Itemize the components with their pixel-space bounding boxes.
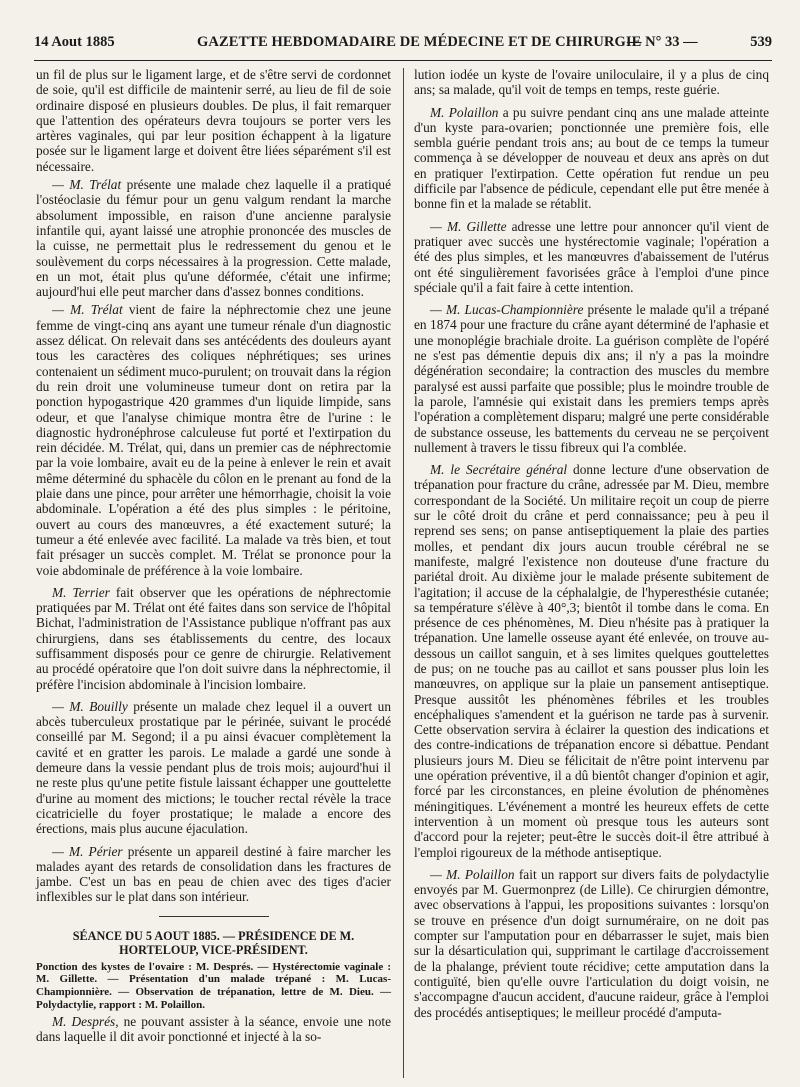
speaker-name: M. Després, xyxy=(52,1014,119,1030)
paragraph xyxy=(414,219,769,295)
speaker-name: M. Polaillon xyxy=(430,104,499,120)
right-column xyxy=(414,67,769,1023)
speaker-name: — M. Trélat xyxy=(52,177,122,193)
speaker-name: — M. Polaillon xyxy=(430,866,515,882)
paragraph xyxy=(414,105,769,212)
section-separator xyxy=(159,916,269,917)
speaker-name: — M. Bouilly xyxy=(52,698,128,714)
left-column xyxy=(36,67,391,1048)
paragraph-text: présente une malade chez laquelle il a pratiqué l'ostéoclasie du fémur pour un genu valgum rendant la marche absolument impossible, en raison d'une ancienne paralysie infantile qui, ayant laissé une atrophie prononcée des muscles de la cuisse, ne permettait plus le redressement du genou et le soulèvement du corps nécessaires à la progression. Cette malade, en un mot, était plus qu'une déformée, c'était une infirme; aujourd'hui elle peut marcher dans d'assez bonnes conditions. xyxy=(36,177,391,300)
header-issue-number: — N° 33 — xyxy=(627,34,698,50)
paragraph xyxy=(36,585,391,692)
paragraph xyxy=(414,867,769,1020)
paragraph xyxy=(414,462,769,860)
running-header xyxy=(34,34,772,54)
paragraph xyxy=(36,699,391,837)
paragraph: lution iodée un kyste de l'ovaire uniloculaire, il y a plus de cinq ans; sa malade, qu'il voit de temps en temps, reste guérie. xyxy=(414,67,769,98)
speaker-name: — M. Gillette xyxy=(430,218,507,234)
header-page-number: 539 xyxy=(750,34,772,50)
paragraph-text: fait observer que les opérations de néphrectomie pratiquées par M. Trélat ont été faites dans son service de l'hôpital Bichat, l'administration de l'Assistance publique n'offrant pas aux chirurgiens, dans ses établissements du centre, des locaux suffisamment disposés pour ce genre de chirurgie. Relativement au procédé opératoire que l'on doit suivre dans la néphrectomie, il préfère l'incision abdominale à l'incision lombaire. xyxy=(36,584,391,692)
paragraph-text: donne lecture d'une observation de trépanation pour fracture du crâne, adressée par M. Dieu, membre correspondant de la Société. Un militaire reçoit un coup de pierre sur le côté droit du crâne et perd connaissance; peu à peu il reprend ses sens; on panse antiseptiquement la plaie des parties molles, et pendant dix jours aucun trouble cérébral ne se manifeste, malgré l'existence non douteuse d'une fracture du pariétal droit. Au dixième jour le malade présente subitement de l'agitation; il accuse de la céphalalgie, de l'hyperesthésie cutanée; sa température s'élève à 40°,3; bientôt il tombe dans le coma. En présence de ces phénomènes, M. Dieu n'hésite pas à pratiquer la trépanation. Une lamelle osseuse ayant été enlevée, on trouve au-dessous un caillot sanguin, et à ses limites quelques gouttelettes de pus; on ne touche pas au caillot et sans pousser plus loin les manœuvres, on applique sur la plaie un pansement antiseptique. Presque aussitôt les phénomènes fébriles et les troubles encéphaliques s'amendent et la guérison ne tarde pas à survenir. Cette observation servira à éclairer la question des indications et des contre-indications de trépanation encore si débattue. Pendant plusieurs jours M. Dieu se félicitait de n'être point intervenu par une opération préventive, il a dû bientôt changer d'opinion et agir, forcé par les circonstances, en pleine évolution de phénomènes méningitiques. L'événement a montré les heureux effets de cette intervention à un moment où presque tous les auteurs sont d'accord pour la rejeter; peut-être le succès doit-il être attribué à l'emploi rigoureux de la méthode antiseptique. xyxy=(414,462,769,860)
paragraph-text: a pu suivre pendant cinq ans une malade atteinte d'un kyste para-ovarien; ponctionnée une première fois, elle sembla guérie pendant trois ans; au bout de ce temps la tumeur commença à se développer de nouveau et deux ans après on dut en pratiquer l'extirpation. Cette opération fut rendue un peu difficile par l'absence de pédicule, cependant elle put être menée à bonne fin et la malade se rétablit. xyxy=(414,104,769,212)
speaker-name: M. le Secrétaire général xyxy=(430,462,568,478)
column-divider xyxy=(403,68,404,1078)
paragraph-text: présente le malade qu'il a trépané en 1874 pour une fracture du crâne ayant déterminé de l'aphasie et une monoplégie brachiale droite. La guérison complète de l'opéré ne s'est pas démentie depuis dix ans; il n'y a pas la moindre dégénération secondaire; la contraction des muscles du membre paralysé est aussi parfaite que possible; plus le moindre trouble de la parole, l'amnésie qui existait dans les premiers temps après l'opération a complètement disparu; malgré une perte considérable de substance osseuse, les battements du cerveau ne se perçoivent nullement à travers le tissu fibreux qui l'a comblée. xyxy=(414,302,769,455)
speaker-name: M. Terrier xyxy=(52,584,110,600)
paragraph xyxy=(36,1014,391,1045)
paragraph-text: ne pouvant assister à la séance, envoie une note dans laquelle il dit avoir ponctionné et injecté à la so- xyxy=(36,1014,391,1045)
header-journal-title: GAZETTE HEBDOMADAIRE DE MÉDECINE ET DE CHIRURGIE xyxy=(197,34,642,50)
speaker-name: — M. Lucas-Championnière xyxy=(430,302,584,318)
paragraph xyxy=(36,177,391,299)
header-rule xyxy=(34,60,772,61)
session-heading: SÉANCE DU 5 AOUT 1885. — PRÉSIDENCE DE M. HORTELOUP, VICE-PRÉSIDENT. xyxy=(72,928,355,958)
paragraph xyxy=(36,844,391,905)
session-summary: Ponction des kystes de l'ovaire : M. Després. — Hystérectomie vaginale : M. Gillette. — Présentation d'un malade trépané : M. Lucas-Championnière. — Observation de trépanation, lettre de M. Dieu. — Polydactylie, rapport : M. Polaillon. xyxy=(36,960,391,1011)
paragraph-text: fait un rapport sur divers faits de polydactylie envoyés par M. Guermonprez (de Lille). Ce chirurgien démontre, avec observations à l'appui, les propositions suivantes : lorsqu'on se trouve en présence d'un doigt surnuméraire, on ne doit pas compter sur l'amputation pour en débarrasser le sujet, mais bien sur la désarticulation qui, supprimant le cartilage d'accroissement de la phalange, prévient toute récidive; cette amputation dans la contiguïté, bien qu'elle ouvre l'articulation du doigt voisin, ne s'accompagne d'aucun accident, d'aucune raideur, grâce à l'emploi des procédés antiseptiques; le meilleur procédé d'amputa- xyxy=(414,866,770,1020)
paragraph-text: présente un appareil destiné à faire marcher les malades ayant des retards de consolidation dans les fractures de jambe. C'est un bas en peau de chien avec des tiges d'acier inflexibles sur le plat dans son intérieur. xyxy=(36,843,391,905)
paragraph-text: vient de faire la néphrectomie chez une jeune femme de vingt-cinq ans ayant une tumeur rénale d'un diagnostic assez délicat. On relevait dans ses antécédents des douleurs ayant tous les caractères des coliques néphrétiques; ses urines contenaient un sédiment muco-purulent; on trouvait dans la région du rein droit une volumineuse tumeur dont on retira par la ponction hypogastrique 420 grammes d'un liquide limpide, sans odeur, et que l'analyse chimique montra être de l'urine : le diagnostic hydronéphrose calculeuse fut porté et l'extirpation du rein décidée. M. Trélat, qui, dans un premier cas de néphrectomie par la voie lombaire, avait eu de la peine à enlever le rein et avait même déterminé du sphacèle du côlon en le prenant au fond de la plaie dans une pince, pour arrêter une hémorrhagie, choisit la voie abdominale. L'opération a été des plus simples : le péritoine, ouvert au cours des manœuvres, a été exactement suturé; la tumeur a été enlevée avec facilité. La malade va très bien, et tout fait présager un succès complet. M. Trélat se prononce pour la voie abdominale de préférence à la voie lombaire. xyxy=(36,302,391,578)
speaker-name: — M. Périer xyxy=(52,843,123,859)
paragraph xyxy=(36,302,391,577)
paragraph: un fil de plus sur le ligament large, et de s'être servi de cordonnet de soie, qu'il est difficile de maintenir serré, au lieu de fil de soie ordinaire disposé en plusieurs doubles. De plus, il fait remarquer que l'attention des opérateurs devra toujours se porter vers les artères vaginales, qui par leur position échappent à la ligature posée sur le ligament large et doivent être liées séparément s'il est nécessaire. xyxy=(36,67,391,174)
paragraph-text: présente un malade chez lequel il a ouvert un abcès tuberculeux prostatique par le périnée, suivant le procédé conseillé par M. Segond; il a pu ainsi évacuer complètement la cavité et en gratter les parois. Le malade a gardé une sonde à demeure dans la vessie pendant plus de trois mois; aujourd'hui il ne reste plus qu'une petite fistule laissant échapper une gouttelette d'urine au moment des mictions; le toucher rectal révèle la trace cicatricielle du foyer prostatique; le malade a encore des érections, mais plus aucune éjaculation. xyxy=(36,698,391,837)
header-date: 14 Aout 1885 xyxy=(34,34,115,50)
paragraph-text: adresse une lettre pour annoncer qu'il vient de pratiquer avec succès une hystérectomie vaginale; l'opération a été des plus simples, et les manœuvres d'abaissement de l'utérus ont été singulièrement favorisées grâce à l'emploi d'une pince spéciale qu'il a fait faire à cette intention. xyxy=(414,218,769,295)
speaker-name: — M. Trélat xyxy=(52,302,123,318)
paragraph xyxy=(414,302,769,455)
